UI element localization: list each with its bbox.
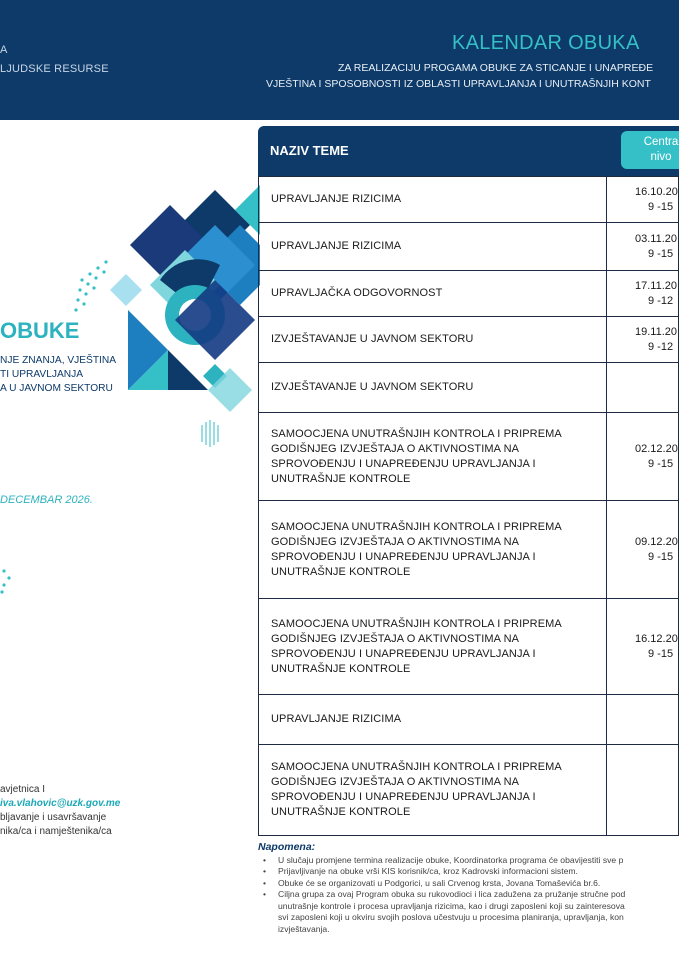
header-org-fragment: A (0, 44, 8, 56)
training-topic-line: SAMOOCJENA UNUTRAŠNJIH KONTROLA I PRIPREMA (271, 427, 562, 440)
training-topic-line: UPRAVLJANJE RIZICIMA (271, 240, 402, 252)
training-time: 9 -15 (648, 457, 674, 470)
column-header-level (621, 131, 679, 169)
note-continuation: svi zaposleni koji u okviru svojih poslova učestvuju u procesima planiranja, upravljanja, kon (278, 912, 624, 922)
table-row (258, 363, 679, 413)
training-schedule-table (258, 176, 679, 836)
training-topic-line: UPRAVLJANJE RIZICIMA (271, 713, 402, 725)
training-topic (259, 413, 607, 500)
training-topic-line: GODIŠNJEG IZVJEŠTAJA O AKTIVNOSTIMA NA (271, 632, 520, 645)
training-time: 9 -15 (648, 247, 674, 260)
training-date-cell (607, 501, 678, 598)
training-topic-line: SAMOOCJENA UNUTRAŠNJIH KONTROLA I PRIPREMA (271, 520, 562, 533)
note-item: • Obuke će se organizovati u Podgorici, u sali Crvenog krsta, Jovana Tomaševića br.6. (258, 878, 679, 890)
training-topic-line: SPROVOĐENJU I UNAPREĐENJU UPRAVLJANJA I (271, 550, 536, 563)
column-header-level-line: Centra (643, 136, 679, 148)
training-topic-line: UNUTRAŠNJE KONTROLE (271, 472, 411, 485)
training-topic-line: GODIŠNJEG IZVJEŠTAJA O AKTIVNOSTIMA NA (271, 776, 520, 788)
column-header-level-line: nivo (650, 151, 672, 163)
training-topic (259, 745, 607, 835)
training-date-cell (607, 177, 678, 222)
contact-line: bljavanje i usavršavanje (0, 812, 107, 823)
training-topic-line: SPROVOĐENJU I UNAPREĐENJU UPRAVLJANJA I (271, 791, 536, 803)
training-date: 09.12.20 (635, 535, 678, 548)
training-topic (259, 599, 607, 694)
contact-line: nika/ca i namještenika/ca (0, 826, 112, 837)
training-date-cell (607, 745, 678, 835)
training-date-cell (607, 363, 678, 412)
training-date-cell (607, 599, 678, 694)
cover-subtitle-line: A U JAVNOM SEKTORU (0, 383, 113, 394)
training-time: 9 -15 (648, 550, 674, 563)
page-header (0, 0, 679, 120)
table-row (258, 745, 679, 836)
training-topic-line: SAMOOCJENA UNUTRAŠNJIH KONTROLA I PRIPREMA (271, 617, 562, 630)
contact-block (0, 783, 120, 839)
training-date-cell (607, 695, 678, 744)
training-date-cell (607, 271, 678, 316)
training-topic-line: UNUTRAŠNJE KONTROLE (271, 806, 411, 818)
table-row (258, 599, 679, 695)
training-topic-line: UNUTRAŠNJE KONTROLE (271, 662, 411, 675)
table-header (258, 126, 679, 176)
note-continuation: unutrašnje kontrole i procesa upravljanja rizicima, kao i drugi zaposleni koji su zainteresova (278, 900, 625, 911)
training-date: 17.11.20 (635, 279, 678, 292)
table-row (258, 501, 679, 599)
table-row (258, 317, 679, 363)
note-continuation: izvještavanja. (278, 923, 330, 934)
training-topic (259, 317, 607, 362)
decorative-dots (0, 566, 20, 596)
contact-line: avjetnica I (0, 784, 46, 795)
training-topic (259, 223, 607, 270)
header-org-name: LJUDSKE RESURSE (0, 63, 109, 75)
training-date: 03.11.20 (635, 232, 678, 245)
training-topic-line: UPRAVLJANJE RIZICIMA (271, 193, 402, 205)
training-topic-line: SPROVOĐENJU I UNAPREĐENJU UPRAVLJANJA I (271, 457, 536, 470)
training-date: 16.12.20 (635, 632, 678, 645)
training-topic-line: GODIŠNJEG IZVJEŠTAJA O AKTIVNOSTIMA NA (271, 535, 520, 548)
training-topic (259, 501, 607, 598)
training-topic (259, 363, 607, 412)
note-item: • Prijavljivanje na obuke vrši KIS korisnik/ca, kroz Kadrovski informacioni sistem. (258, 866, 679, 878)
column-header-name: NAZIV TEME (270, 143, 349, 158)
training-date-cell (607, 413, 678, 500)
cover-subtitle-line: NJE ZNANJA, VJEŠTINA (0, 355, 117, 366)
training-date: 19.11.20 (635, 325, 678, 338)
notes-title: Napomena: (258, 841, 316, 853)
training-topic (259, 271, 607, 316)
training-topic-line: SAMOOCJENA UNUTRAŠNJIH KONTROLA I PRIPREMA (271, 761, 562, 773)
decorative-graphic (0, 170, 260, 450)
table-row (258, 695, 679, 745)
contact-email-link[interactable]: iva.vlahovic@uzk.gov.me (0, 798, 121, 809)
training-date-cell (607, 317, 678, 362)
note-item: • U slučaju promjene termina realizacije obuke, Koordinatorka programa će obavijestiti sve p (258, 855, 679, 867)
table-row (258, 176, 679, 223)
training-date: 16.10.20 (635, 185, 678, 198)
document-title: KALENDAR OBUKA (452, 32, 640, 54)
table-row (258, 271, 679, 317)
table-row (258, 413, 679, 501)
cover-subtitle-line: TI UPRAVLJANJA (0, 369, 84, 380)
training-date: 02.12.20 (635, 442, 678, 455)
training-topic-line: UNUTRAŠNJE KONTROLE (271, 565, 411, 578)
document-subtitle-line2: VJEŠTINA I SPOSOBNOSTI IZ OBLASTI UPRAVLJANJA I UNUTRAŠNJIH KONT (266, 78, 651, 90)
training-topic (259, 177, 607, 222)
cover-subtitle (0, 354, 125, 396)
training-topic-line: IZVJEŠTAVANJE U JAVNOM SEKTORU (271, 333, 474, 345)
cover-title: OBUKE (0, 318, 80, 343)
training-topic (259, 695, 607, 744)
training-time: 9 -12 (648, 294, 674, 307)
training-topic-line: SPROVOĐENJU I UNAPREĐENJU UPRAVLJANJA I (271, 647, 536, 660)
notes-section (258, 842, 679, 935)
training-time: 9 -15 (648, 200, 674, 213)
training-topic-line: UPRAVLJAČKA ODGOVORNOST (271, 287, 443, 299)
note-item: • Ciljna grupa za ovaj Program obuka su rukovodioci i lica zadužena za pružanje stručne pod (258, 889, 679, 901)
training-topic-line: GODIŠNJEG IZVJEŠTAJA O AKTIVNOSTIMA NA (271, 442, 520, 455)
document-subtitle-line1: ZA REALIZACIJU PROGAMA OBUKE ZA STICANJE I UNAPREĐE (338, 62, 654, 74)
training-date-cell (607, 223, 678, 270)
training-time: 9 -15 (648, 647, 674, 660)
cover-date: DECEMBAR 2026. (0, 494, 93, 506)
training-time: 9 -12 (648, 340, 674, 353)
table-row (258, 223, 679, 271)
training-topic-line: IZVJEŠTAVANJE U JAVNOM SEKTORU (271, 381, 474, 393)
